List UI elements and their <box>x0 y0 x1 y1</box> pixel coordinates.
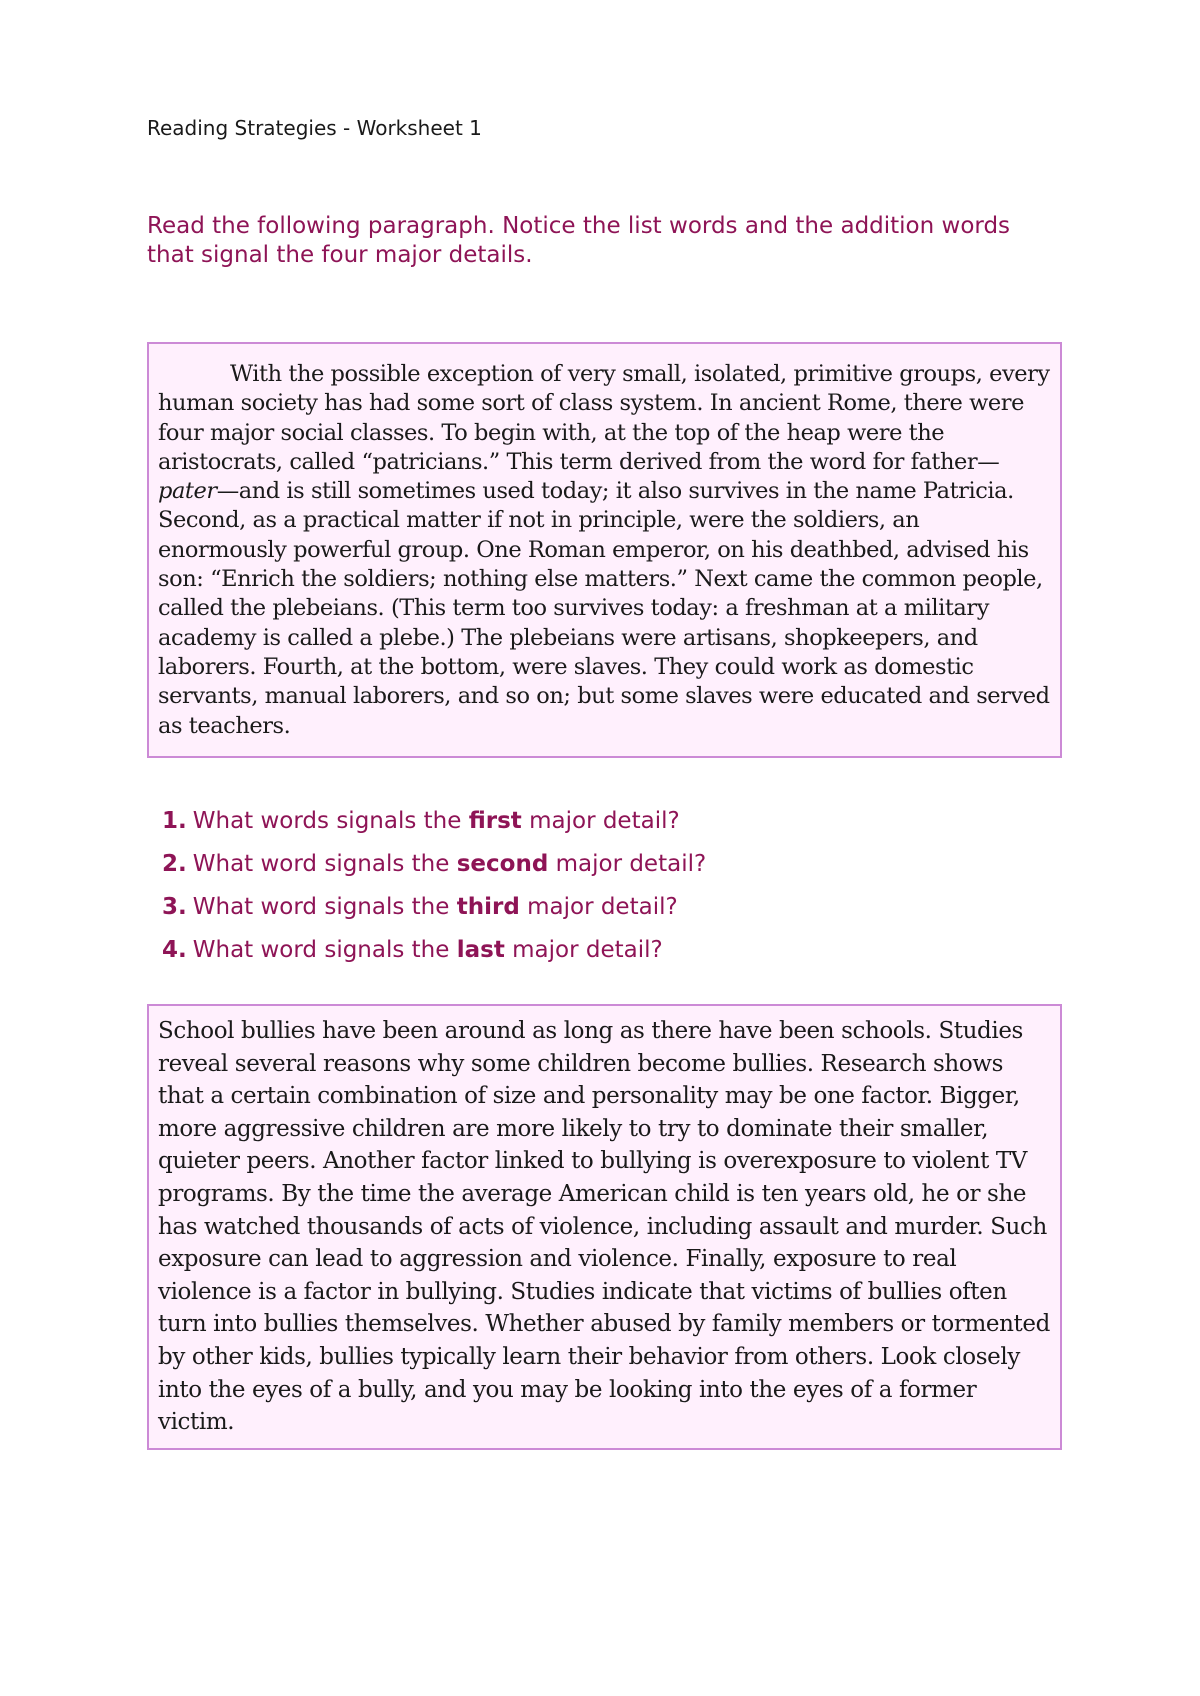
question-text-before: What word signals the <box>192 937 450 963</box>
question-text-before: What word signals the <box>192 894 450 920</box>
question-text-after: major detail? <box>529 808 680 834</box>
question-text-after: major detail? <box>527 894 678 920</box>
question-emphasis: third <box>456 894 520 920</box>
question-emphasis: second <box>456 851 549 877</box>
passage-1-italic-word: pater <box>158 478 217 505</box>
question-text-after: major detail? <box>555 851 707 877</box>
question-item <box>162 807 706 850</box>
worksheet-title: Reading Strategies - Worksheet 1 <box>147 116 482 140</box>
question-item <box>162 936 706 979</box>
question-number: 4. <box>162 937 187 963</box>
passage-1-text-part2: —and is still sometimes used today; it also survives in the name Patricia. Second, as a practical matter if not in principle, were the soldiers, an enormously powerful group. One Roman emperor, on his deathbed, advised his son: “Enrich the soldiers; nothing else matters.” Next came the common people, called the plebeians. (This term too survives today: a freshman at a military academy is called a plebe.) The plebeians were artisans, shopkeepers, and laborers. Fourth, at the bottom, were slaves. They could work as domestic servants, manual laborers, and so on; but some slaves were educated and served as teachers. <box>158 478 1050 739</box>
question-number: 3. <box>162 894 187 920</box>
question-text-after: major detail? <box>512 937 663 963</box>
passage-box-school-bullies <box>147 1004 1062 1450</box>
question-number: 1. <box>162 808 187 834</box>
question-text-before: What words signals the <box>192 808 462 834</box>
question-text-before: What word signals the <box>192 851 450 877</box>
question-emphasis: last <box>456 937 505 963</box>
passage-1-text-part1: With the possible exception of very small, isolated, primitive groups, every human society has had some sort of class system. In ancient Rome, there were four major social classes. To begin with, at the top of the heap were the aristocrats, called “patricians.” This term derived from the word for father— <box>158 361 1050 475</box>
question-item <box>162 893 706 936</box>
question-list <box>162 807 706 979</box>
passage-2-text: School bullies have been around as long as there have been schools. Studies reveal several reasons why some children become bullies. Research shows that a certain combination of size and personality may be one factor. Bigger, more aggressive children are more likely to try to dominate their smaller, quieter peers. Another factor linked to bullying is overexposure to violent TV programs. By the time the average American child is ten years old, he or she has watched thousands of acts of violence, including assault and murder. Such exposure can lead to aggression and violence. Finally, exposure to real violence is a factor in bullying. Studies indicate that victims of bullies often turn into bullies themselves. Whether abused by family members or tormented by other kids, bullies typically learn their behavior from others. Look closely into the eyes of a bully, and you may be looking into the eyes of a former victim. <box>158 1018 1050 1436</box>
passage-box-roman-classes <box>147 342 1062 758</box>
question-number: 2. <box>162 851 187 877</box>
instruction-text: Read the following paragraph. Notice the list words and the addition words that signal the four major details. <box>147 213 1011 268</box>
question-item <box>162 850 706 893</box>
question-emphasis: first <box>468 808 522 834</box>
